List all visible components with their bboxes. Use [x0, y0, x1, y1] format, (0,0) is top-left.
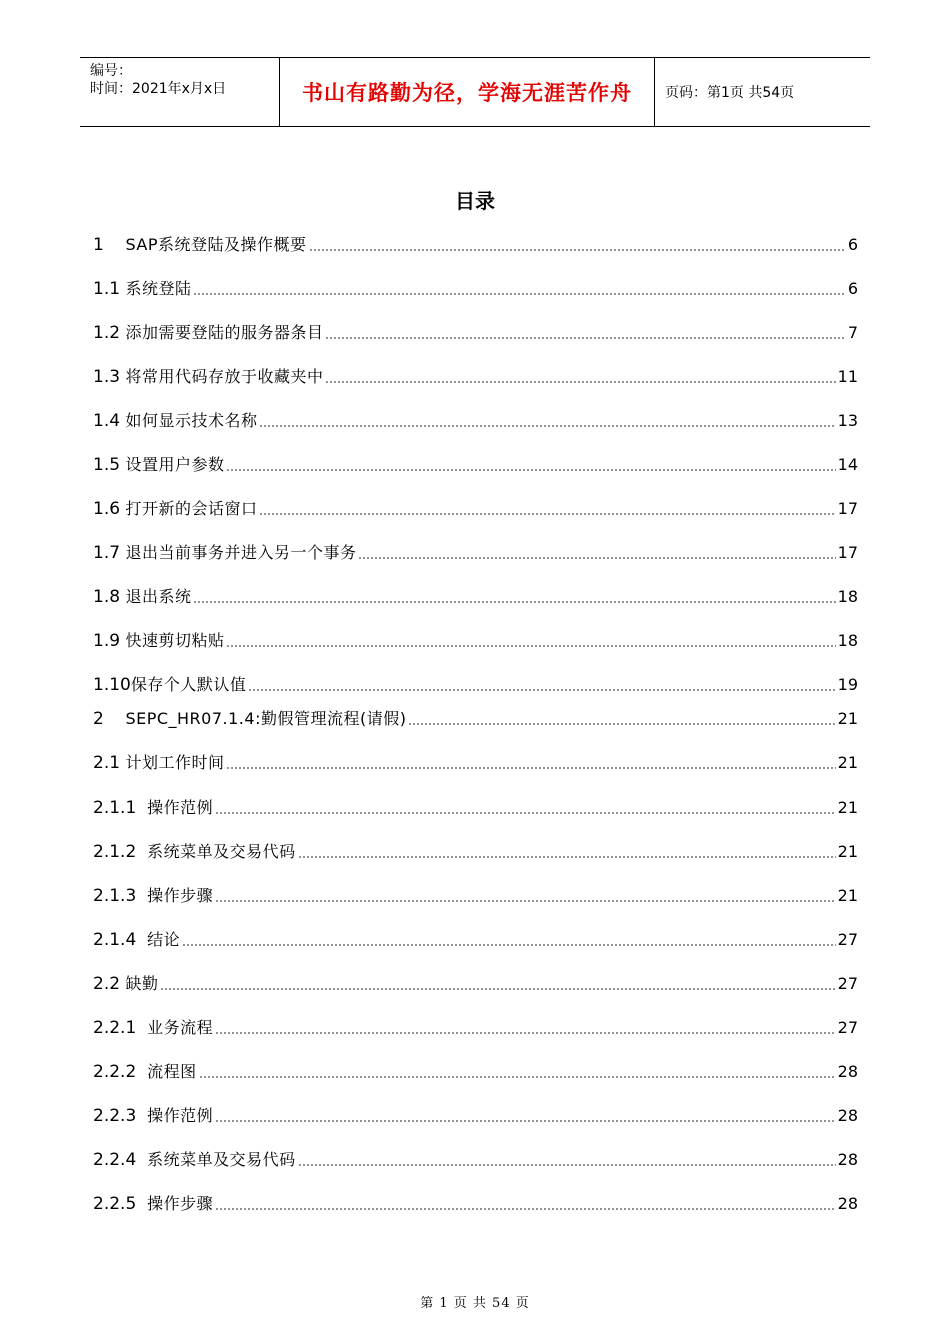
toc-entry-number: 2.2: [93, 974, 126, 994]
toc-entry-title: 系统登陆: [125, 279, 192, 298]
toc-entry-title: 缺勤: [125, 974, 159, 993]
toc-entry-number: 2.1.2: [93, 842, 148, 862]
toc-entry-page: 6: [847, 235, 858, 254]
toc-entry[interactable]: [93, 232, 858, 256]
toc-dot-leader: [215, 1032, 836, 1034]
toc-entry[interactable]: [93, 276, 858, 300]
toc-dot-leader: [160, 988, 835, 990]
toc-entry-title: 系统菜单及交易代码: [147, 842, 296, 861]
toc-entry-number: 1.10: [93, 675, 131, 695]
toc-entry-number: 1: [93, 235, 126, 255]
toc-entry-title: 操作范例: [147, 798, 214, 817]
toc-dot-leader: [182, 944, 836, 946]
toc-entry-number: 1.5: [93, 455, 126, 475]
toc-dot-leader: [215, 900, 836, 902]
toc-entry-number: 1.4: [93, 411, 126, 431]
header-motto: 书山有路勤为径，学海无涯苦作舟: [280, 58, 655, 126]
toc-dot-leader: [193, 293, 845, 295]
page-header: [80, 57, 870, 127]
toc-entry[interactable]: [93, 540, 858, 564]
toc-dot-leader: [358, 557, 835, 559]
toc-dot-leader: [226, 469, 835, 471]
toc-dot-leader: [215, 812, 836, 814]
toc-entry-title: 退出当前事务并进入另一个事务: [125, 543, 357, 562]
toc-entry-title: 快速剪切粘贴: [125, 631, 225, 650]
toc-entry-title: 打开新的会话窗口: [125, 499, 258, 518]
header-page-info: 页码：第1页 共54页: [665, 85, 795, 101]
toc-entry-page: 11: [837, 367, 858, 386]
toc-entry[interactable]: [93, 1059, 858, 1083]
toc-entry-number: 1.8: [93, 587, 126, 607]
toc-entry-title: 保存个人默认值: [130, 675, 247, 694]
toc-entry-number: 1.7: [93, 543, 126, 563]
toc-entry-page: 14: [837, 455, 858, 474]
toc-dot-leader: [408, 723, 835, 725]
toc-entry-page: 19: [837, 675, 858, 694]
toc-entry-page: 27: [837, 974, 858, 993]
toc-entry-number: 1.9: [93, 631, 126, 651]
toc-entry[interactable]: [93, 750, 858, 774]
toc-entry-number: 1.3: [93, 367, 126, 387]
time-label: 时间：2021年x月x日: [90, 81, 227, 97]
toc-entry[interactable]: [93, 320, 858, 344]
toc-entry-number: 1.1: [93, 279, 126, 299]
toc-entry[interactable]: [93, 1103, 858, 1127]
toc-entry-number: 2.1.4: [93, 930, 148, 950]
toc-entry-title: 操作步骤: [147, 886, 214, 905]
code-label: 编号：: [90, 63, 132, 79]
toc-dot-leader: [259, 513, 835, 515]
toc-dot-leader: [199, 1076, 836, 1078]
toc-entry[interactable]: [93, 672, 858, 696]
toc-entry-title: 业务流程: [147, 1018, 214, 1037]
toc-entry-number: 2: [93, 709, 126, 729]
toc-entry-title: 流程图: [147, 1062, 197, 1081]
toc-entry-page: 21: [837, 709, 858, 728]
toc-entry-page: 27: [837, 1018, 858, 1037]
toc-entry-number: 2.2.5: [93, 1194, 148, 1214]
toc-entry[interactable]: [93, 706, 858, 730]
toc-entry-page: 21: [837, 886, 858, 905]
page-footer: 第 1 页 共 54 页: [420, 1296, 530, 1311]
toc-entry-page: 6: [847, 279, 858, 298]
toc-dot-leader: [215, 1120, 836, 1122]
toc-entry-page: 28: [837, 1106, 858, 1125]
toc-entry-page: 18: [837, 587, 858, 606]
toc-entry-page: 21: [837, 753, 858, 772]
toc-entry[interactable]: [93, 971, 858, 995]
toc-entry-number: 1.2: [93, 323, 126, 343]
toc-entry[interactable]: [93, 364, 858, 388]
toc-entry[interactable]: [93, 628, 858, 652]
toc-entry-number: 2.2.2: [93, 1062, 148, 1082]
toc-entry-title: 如何显示技术名称: [125, 411, 258, 430]
toc-entry-title: 系统菜单及交易代码: [147, 1150, 296, 1169]
header-meta: [80, 58, 280, 126]
toc-dot-leader: [193, 601, 835, 603]
toc-entry-page: 17: [837, 543, 858, 562]
toc-dot-leader: [325, 337, 845, 339]
toc-entry-number: 2.1.3: [93, 886, 148, 906]
toc-entry[interactable]: [93, 1147, 858, 1171]
toc-entry-title: 操作步骤: [147, 1194, 214, 1213]
toc-dot-leader: [226, 767, 835, 769]
toc-entry[interactable]: [93, 1191, 858, 1215]
toc-entry[interactable]: [93, 452, 858, 476]
toc-dot-leader: [298, 856, 836, 858]
toc-entry-page: 13: [837, 411, 858, 430]
toc-entry-title: 结论: [147, 930, 181, 949]
toc-entry-page: 28: [837, 1150, 858, 1169]
toc-entry[interactable]: [93, 795, 858, 819]
toc-entry[interactable]: [93, 927, 858, 951]
toc-dot-leader: [259, 425, 835, 427]
toc-dot-leader: [309, 249, 846, 251]
toc-entry-title: 将常用代码存放于收藏夹中: [125, 367, 324, 386]
toc-dot-leader: [215, 1208, 836, 1210]
toc-entry-title: 添加需要登陆的服务器条目: [125, 323, 324, 342]
toc-entry-title: SEPC_HR07.1.4:勤假管理流程(请假): [125, 709, 407, 728]
toc-entry-page: 17: [837, 499, 858, 518]
toc-entry[interactable]: [93, 1015, 858, 1039]
toc-entry-page: 21: [837, 798, 858, 817]
toc-title: 目录: [455, 189, 495, 213]
toc-entry-number: 1.6: [93, 499, 126, 519]
toc-entry[interactable]: [93, 839, 858, 863]
toc-entry-title: SAP系统登陆及操作概要: [125, 235, 307, 254]
toc-entry-number: 2.2.3: [93, 1106, 148, 1126]
toc-entry-number: 2.2.4: [93, 1150, 148, 1170]
toc-dot-leader: [298, 1164, 836, 1166]
toc-entry-title: 操作范例: [147, 1106, 214, 1125]
toc-dot-leader: [226, 645, 835, 647]
toc-entry-page: 27: [837, 930, 858, 949]
toc-entry-title: 计划工作时间: [125, 753, 225, 772]
toc-entry-page: 18: [837, 631, 858, 650]
toc-entry[interactable]: [93, 408, 858, 432]
toc-entry-number: 2.1: [93, 753, 126, 773]
toc-entry-page: 28: [837, 1194, 858, 1213]
toc-entry-page: 21: [837, 842, 858, 861]
toc-dot-leader: [248, 689, 835, 691]
toc-entry-title: 退出系统: [125, 587, 192, 606]
toc-entry[interactable]: [93, 584, 858, 608]
toc-entry-page: 28: [837, 1062, 858, 1081]
toc-entry-page: 7: [847, 323, 858, 342]
toc-entry-number: 2.1.1: [93, 798, 148, 818]
toc-entry[interactable]: [93, 496, 858, 520]
toc-entry[interactable]: [93, 883, 858, 907]
toc-dot-leader: [325, 381, 835, 383]
toc-entry-title: 设置用户参数: [125, 455, 225, 474]
toc-entry-number: 2.2.1: [93, 1018, 148, 1038]
